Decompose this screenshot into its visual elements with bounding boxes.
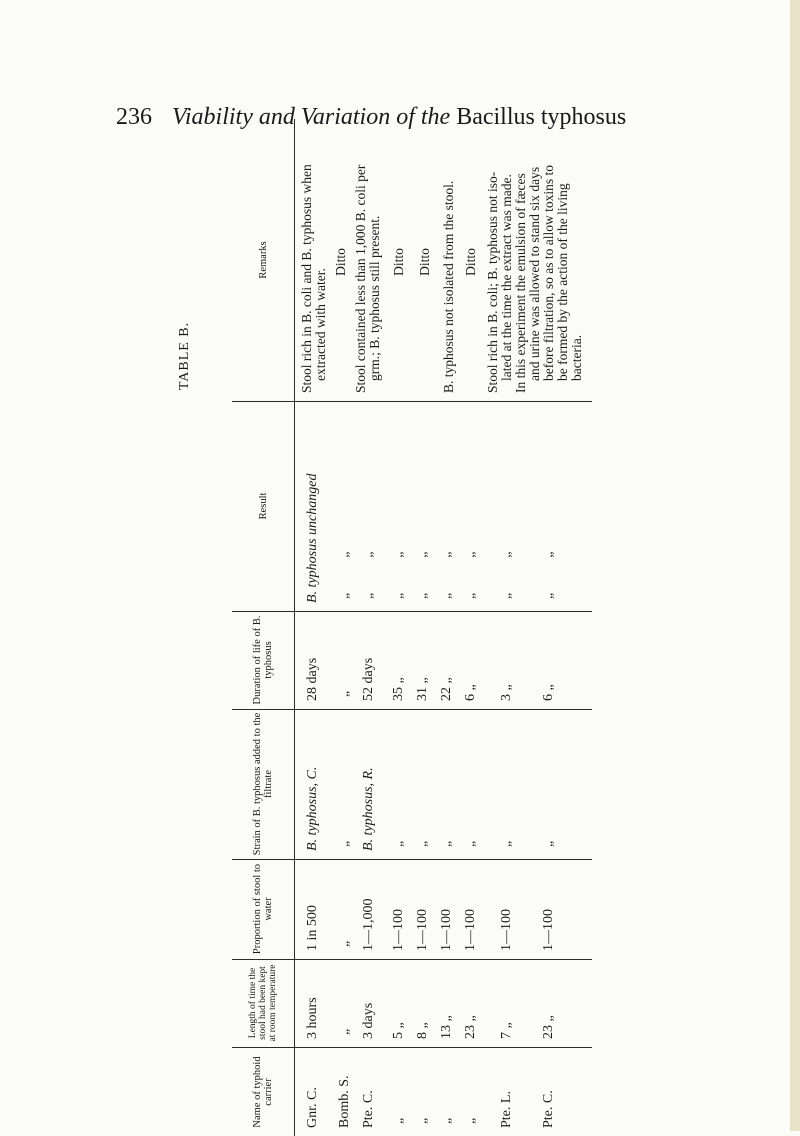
table-cell: 28 days bbox=[305, 657, 320, 701]
table-cell: „ bbox=[391, 1117, 406, 1124]
table-cell: „ „ bbox=[541, 551, 556, 599]
header-name: Name of typhoid carrier bbox=[252, 1056, 274, 1128]
col-strain bbox=[232, 709, 592, 860]
table-cell: 3 hours bbox=[305, 997, 320, 1039]
table-label: TABLE B. bbox=[177, 321, 192, 391]
table-cell: „ bbox=[439, 1117, 454, 1124]
remark-line: lated at the time the extract was made. bbox=[499, 174, 514, 381]
table-cell: „ bbox=[439, 840, 454, 847]
table-cell: „ bbox=[337, 840, 352, 847]
col-result bbox=[232, 401, 592, 612]
table-cell: 31 „ bbox=[415, 677, 430, 701]
table-cell: 3 „ bbox=[499, 684, 514, 701]
page-number: 236 bbox=[116, 104, 152, 130]
running-title-roman: Bacillus typhosus bbox=[456, 104, 627, 130]
table-cell: „ bbox=[499, 840, 514, 847]
table-cell: „ bbox=[541, 840, 556, 847]
table-cell: „ „ bbox=[361, 551, 376, 599]
remark-line: Ditto bbox=[417, 248, 432, 276]
table-cell: 1—1,000 bbox=[361, 898, 376, 951]
table-cell: 7 „ bbox=[499, 1022, 514, 1039]
table-cell: „ „ bbox=[415, 551, 430, 599]
col-name bbox=[232, 1048, 592, 1136]
remark-line: before filtration, so as to allow toxins to bbox=[541, 165, 556, 381]
table-cell: 8 „ bbox=[415, 1022, 430, 1039]
table-cell: Pte. C. bbox=[361, 1090, 376, 1128]
header-duration: Duration of life of B. typhosus bbox=[252, 615, 274, 705]
table-cell: 1—100 bbox=[541, 909, 556, 951]
table-cell: „ „ bbox=[439, 551, 454, 599]
col-length bbox=[232, 959, 592, 1048]
table-cell: Pte. C. bbox=[541, 1090, 556, 1128]
table-cell: 23 „ bbox=[463, 1015, 478, 1039]
remark-line: and urine was allowed to stand six days bbox=[527, 166, 542, 381]
table-cell: 1—100 bbox=[391, 909, 406, 951]
table-cell: 13 „ bbox=[439, 1015, 454, 1039]
header-remarks: Remarks bbox=[257, 241, 269, 279]
table-cell: Pte. L. bbox=[499, 1091, 514, 1128]
table-cell: Gnr. C. bbox=[305, 1087, 320, 1128]
table-cell: 1 in 500 bbox=[305, 905, 320, 951]
col-duration bbox=[232, 611, 592, 710]
remark-line: Ditto bbox=[391, 248, 406, 276]
remark-line: Ditto bbox=[333, 248, 348, 276]
table-cell: 1—100 bbox=[499, 909, 514, 951]
remark-line: Stool rich in B. coli; B. typhosus not iso- bbox=[485, 171, 500, 393]
table-cell: „ „ bbox=[337, 551, 352, 599]
table-cell: 22 „ bbox=[439, 677, 454, 701]
table-cell: „ bbox=[337, 690, 352, 697]
remark-line: be formed by the action of the living bbox=[555, 183, 570, 381]
table-cell: 1—100 bbox=[463, 909, 478, 951]
table-cell: 6 „ bbox=[463, 684, 478, 701]
table-cell: 23 „ bbox=[541, 1015, 556, 1039]
remark-line: bacteria. bbox=[569, 334, 584, 381]
table-cell: B. typhosus unchanged bbox=[305, 473, 320, 603]
table-cell: 3 days bbox=[361, 1002, 376, 1039]
table-cell: 1—100 bbox=[415, 909, 430, 951]
table-cell: B. typhosus, C. bbox=[305, 766, 320, 851]
page-edge bbox=[790, 0, 800, 1131]
header-result: Result bbox=[257, 492, 269, 520]
table-cell: „ bbox=[391, 840, 406, 847]
col-proportion bbox=[232, 859, 592, 960]
remark-line: Ditto bbox=[463, 248, 478, 276]
data-table bbox=[232, 120, 592, 1136]
col-remarks bbox=[232, 119, 592, 402]
table-cell: B. typhosus, R. bbox=[361, 767, 376, 851]
table-cell: 52 days bbox=[361, 657, 376, 701]
remark-line: B. typhosus not isolated from the stool. bbox=[441, 180, 456, 393]
remark-line: grm.; B. typhosus still present. bbox=[367, 215, 382, 381]
header-proportion: Proportion of stool to water bbox=[252, 863, 274, 955]
table-cell: „ „ bbox=[463, 551, 478, 599]
table-cell: „ bbox=[463, 840, 478, 847]
table-cell: 5 „ bbox=[391, 1022, 406, 1039]
remark-line: In this experiment the emulsion of fæces bbox=[513, 173, 528, 393]
table-cell: 6 „ bbox=[541, 684, 556, 701]
table-cell: „ bbox=[415, 840, 430, 847]
table-cell: „ bbox=[337, 1028, 352, 1035]
header-strain: Strain of B. typhosus added to the filtrate bbox=[252, 712, 274, 856]
table-cell: „ bbox=[463, 1117, 478, 1124]
table-cell: „ „ bbox=[499, 551, 514, 599]
table-cell: „ bbox=[415, 1117, 430, 1124]
remark-line: extracted with water. bbox=[313, 268, 328, 381]
remark-line: Stool contained less than 1,000 B. coli per bbox=[353, 164, 368, 393]
table-cell: „ „ bbox=[391, 551, 406, 599]
table-cell: 1—100 bbox=[439, 909, 454, 951]
remark-line: Stool rich in B. coli and B. typhosus when bbox=[299, 164, 314, 393]
table-cell: Bomb. S. bbox=[337, 1075, 352, 1128]
running-title-italic: Viability and Variation of the bbox=[172, 104, 451, 130]
table-cell: 35 „ bbox=[391, 677, 406, 701]
table-cell: „ bbox=[337, 940, 352, 947]
header-length: Length of time the stool had been kept at room temperature bbox=[248, 964, 278, 1042]
